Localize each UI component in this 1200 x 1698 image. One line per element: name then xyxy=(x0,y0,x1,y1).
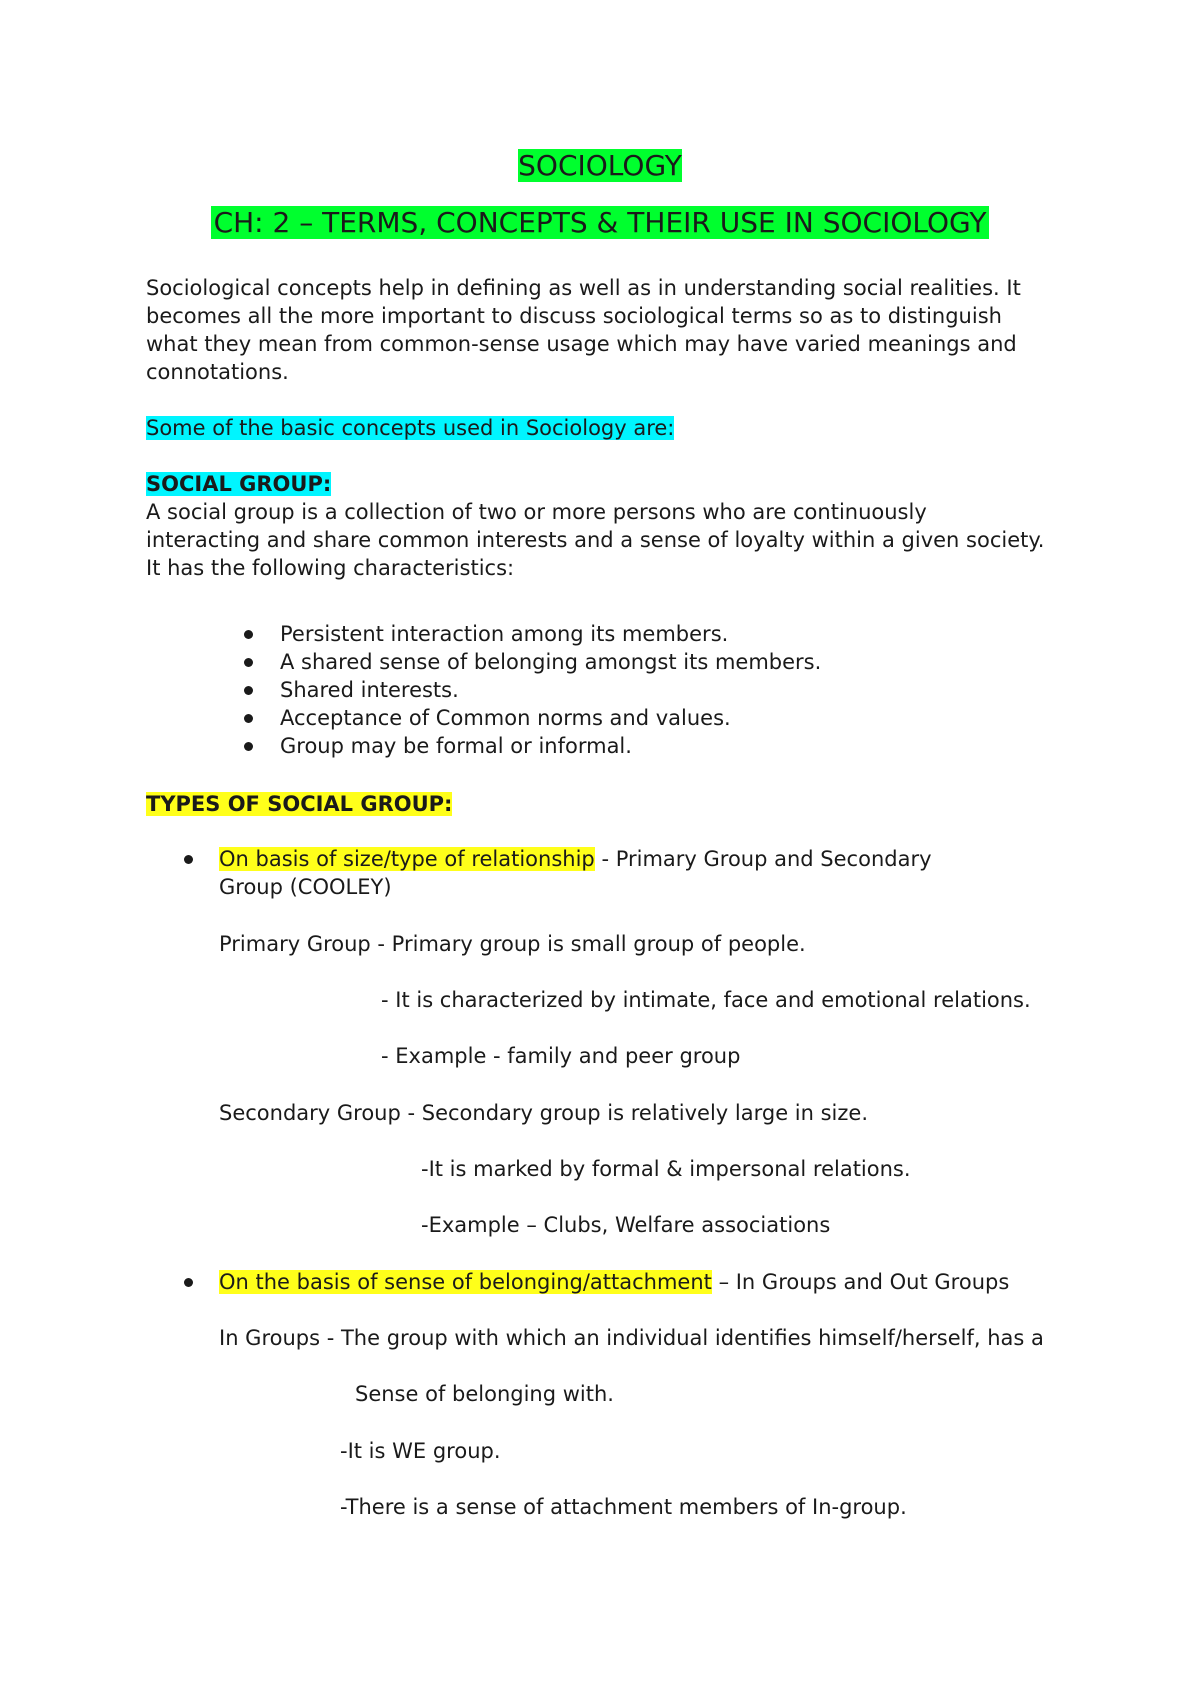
bullet-icon xyxy=(184,1278,193,1287)
intro-paragraph xyxy=(146,274,1066,386)
basis1-label: On basis of size/type of relationship xyxy=(219,847,595,871)
list-item-text: Shared interests. xyxy=(280,678,459,702)
in-groups-cont: Sense of belonging with. xyxy=(355,1382,614,1406)
secondary-group-point: -Example – Clubs, Welfare associations xyxy=(421,1213,831,1237)
basis2-label: On the basis of sense of belonging/attachment xyxy=(219,1270,712,1294)
list-item xyxy=(244,676,821,704)
social-group-heading-text: SOCIAL GROUP: xyxy=(146,472,332,496)
basic-concepts-heading xyxy=(146,414,1066,442)
list-item-text: Group may be formal or informal. xyxy=(280,734,632,758)
types-heading xyxy=(146,790,1066,818)
in-groups-lead: In Groups - The group with which an individual identifies himself/herself, has a xyxy=(219,1326,1044,1350)
primary-group-lead: Primary Group - Primary group is small group of people. xyxy=(219,932,806,956)
bullet-icon xyxy=(244,686,253,695)
secondary-group-lead: Secondary Group - Secondary group is relatively large in size. xyxy=(219,1101,869,1125)
list-item xyxy=(244,732,821,760)
intro-line: becomes all the more important to discuss sociological terms so as to distinguish xyxy=(146,304,1002,328)
chapter-title xyxy=(0,203,1200,243)
subject-title-text: SOCIOLOGY xyxy=(518,149,682,182)
in-groups-point: -It is WE group. xyxy=(340,1439,501,1463)
bullet-icon xyxy=(184,855,193,864)
basic-concepts-text: Some of the basic concepts used in Sociology are: xyxy=(146,416,675,440)
characteristics-list xyxy=(244,620,821,760)
social-group-heading xyxy=(146,470,1066,498)
social-group-line: interacting and share common interests and a sense of loyalty within a given society. xyxy=(146,528,1045,552)
intro-line: connotations. xyxy=(146,360,289,384)
list-item-text: A shared sense of belonging amongst its members. xyxy=(280,650,822,674)
bullet-icon xyxy=(244,658,253,667)
list-item xyxy=(244,704,821,732)
bullet-icon xyxy=(244,742,253,751)
basis1-rest: - Primary Group and Secondary xyxy=(594,847,932,871)
list-item xyxy=(244,648,821,676)
subject-title xyxy=(0,146,1200,186)
basis2-rest: – In Groups and Out Groups xyxy=(711,1270,1010,1294)
chapter-title-text: CH: 2 – TERMS, CONCEPTS & THEIR USE IN SOCIOLOGY xyxy=(211,206,990,239)
bullet-icon xyxy=(244,630,253,639)
social-group-line: A social group is a collection of two or more persons who are continuously xyxy=(146,500,927,524)
social-group-line: It has the following characteristics: xyxy=(146,556,515,580)
basis1-line2: Group (COOLEY) xyxy=(219,875,392,899)
basis1-line xyxy=(219,845,932,873)
intro-line: what they mean from common-sense usage which may have varied meanings and xyxy=(146,332,1017,356)
list-item-text: Persistent interaction among its members. xyxy=(280,622,729,646)
social-group-section xyxy=(146,470,1066,582)
types-heading-text: TYPES OF SOCIAL GROUP: xyxy=(146,792,453,816)
bullet-icon xyxy=(244,714,253,723)
secondary-group-point: -It is marked by formal & impersonal relations. xyxy=(421,1157,911,1181)
basis2-line xyxy=(219,1268,1009,1296)
primary-group-point: - Example - family and peer group xyxy=(381,1044,741,1068)
primary-group-point: - It is characterized by intimate, face and emotional relations. xyxy=(381,988,1031,1012)
list-item xyxy=(244,620,821,648)
list-item-text: Acceptance of Common norms and values. xyxy=(280,706,731,730)
in-groups-point: -There is a sense of attachment members of In-group. xyxy=(340,1495,907,1519)
intro-line: Sociological concepts help in defining as well as in understanding social realities. It xyxy=(146,276,1021,300)
